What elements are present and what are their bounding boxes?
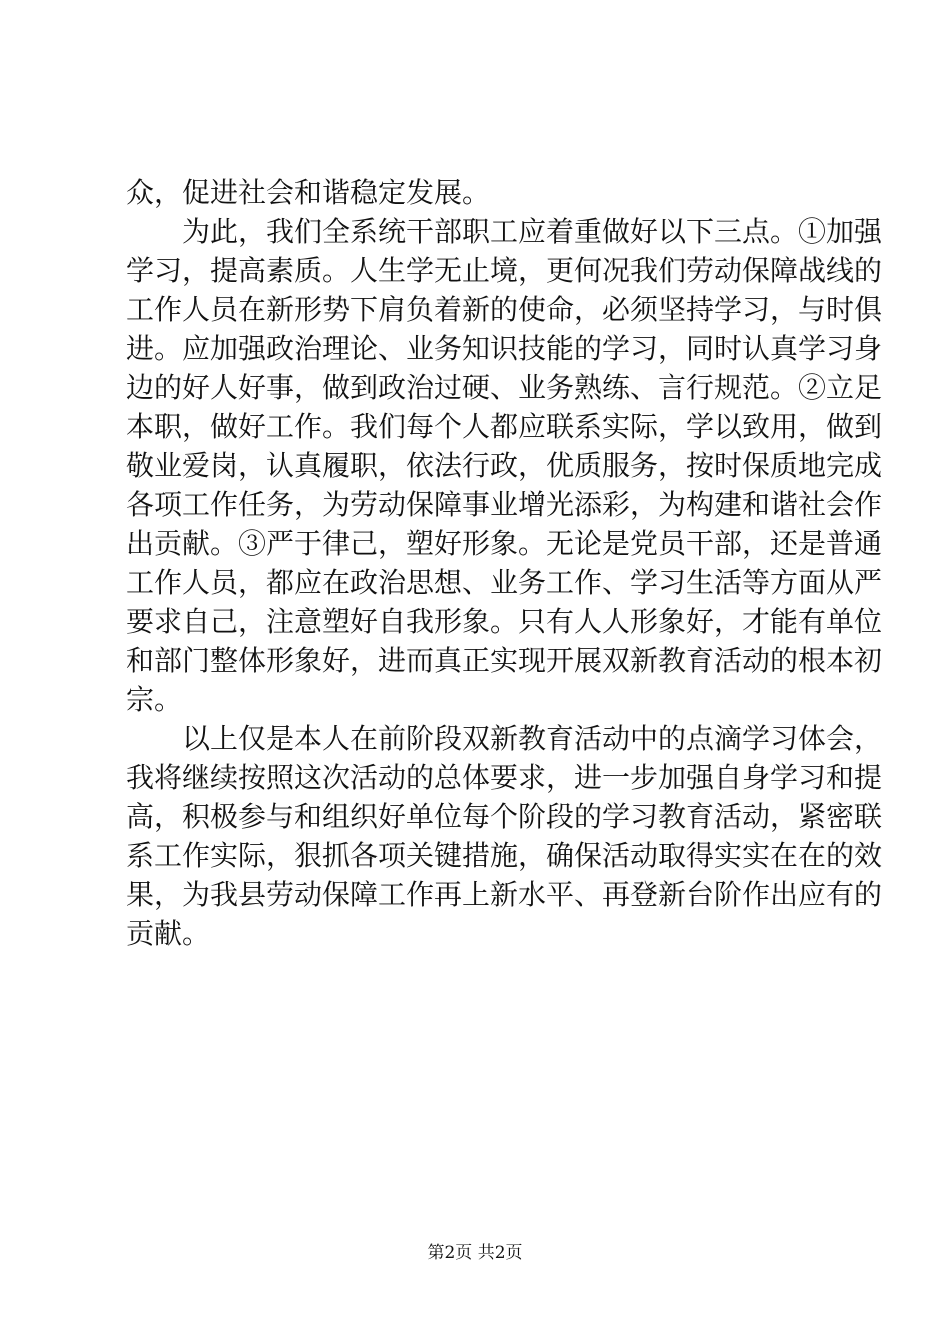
page-number-footer: 第2页 共2页 <box>427 1243 523 1263</box>
text-line: 各项工作任务，为劳动保障事业增光添彩，为构建和谐社会作 <box>126 488 883 521</box>
text-line: 工作人员，都应在政治思想、业务工作、学习生活等方面从严 <box>126 566 883 599</box>
text-line: 高，积极参与和组织好单位每个阶段的学习教育活动，紧密联 <box>126 800 883 833</box>
text-line: 我将继续按照这次活动的总体要求，进一步加强自身学习和提 <box>126 761 883 794</box>
text-line: 为此，我们全系统干部职工应着重做好以下三点。①加强 <box>182 215 883 248</box>
text-line: 要求自己，注意塑好自我形象。只有人人形象好，才能有单位 <box>126 605 883 638</box>
text-line: 学习，提高素质。人生学无止境，更何况我们劳动保障战线的 <box>126 254 883 287</box>
text-line: 宗。 <box>126 683 183 716</box>
text-line: 众，促进社会和谐稳定发展。 <box>126 176 491 209</box>
text-line: 出贡献。③严于律己，塑好形象。无论是党员干部，还是普通 <box>126 527 883 560</box>
text-line: 系工作实际，狠抓各项关键措施，确保活动取得实实在在的效 <box>126 839 883 872</box>
text-line: 本职，做好工作。我们每个人都应联系实际，学以致用，做到 <box>126 410 883 443</box>
text-line: 果，为我县劳动保障工作再上新水平、再登新台阶作出应有的 <box>126 878 883 911</box>
text-line: 敬业爱岗，认真履职，依法行政，优质服务，按时保质地完成 <box>126 449 883 482</box>
text-line: 进。应加强政治理论、业务知识技能的学习，同时认真学习身 <box>126 332 883 365</box>
text-line: 以上仅是本人在前阶段双新教育活动中的点滴学习体会， <box>182 722 883 755</box>
text-line: 和部门整体形象好，进而真正实现开展双新教育活动的根本初 <box>126 644 883 677</box>
text-line: 工作人员在新形势下肩负着新的使命，必须坚持学习，与时俱 <box>126 293 883 326</box>
text-line: 边的好人好事，做到政治过硬、业务熟练、言行规范。②立足 <box>126 371 883 404</box>
text-line: 贡献。 <box>126 917 211 950</box>
